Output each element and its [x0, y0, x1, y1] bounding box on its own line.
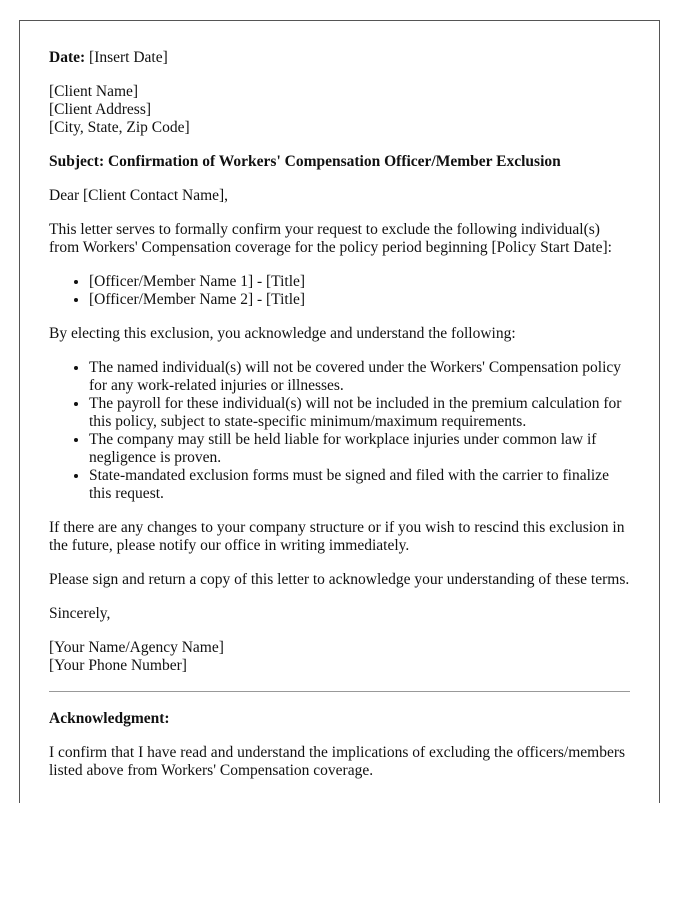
acknowledge-intro: By electing this exclusion, you acknowledge and understand the following: — [49, 325, 516, 342]
client-address: [Client Address] — [49, 101, 152, 118]
officer-list — [49, 273, 630, 309]
signature-block — [49, 639, 630, 675]
changes-paragraph: If there are any changes to your company structure or if you wish to rescind this exclusion in the future, please notify our office in writing immediately. — [49, 519, 625, 554]
date-line — [49, 49, 630, 67]
officer-list-item: • [Officer/Member Name 1] - [Title] — [89, 273, 630, 291]
letter-document — [19, 20, 660, 803]
client-city-state-zip: [City, State, Zip Code] — [49, 119, 190, 136]
client-address-block — [49, 83, 630, 137]
signature-name-agency: [Your Name/Agency Name] — [49, 639, 224, 656]
acknowledge-point: • The named individual(s) will not be covered under the Workers' Compensation policy for any work-related injuries or illnesses. — [89, 359, 630, 395]
intro-paragraph: This letter serves to formally confirm your request to exclude the following individual(s) from Workers' Compensation coverage for the policy period beginning [Policy Start Date]: — [49, 221, 612, 256]
date-value: [Insert Date] — [85, 49, 168, 66]
salutation: Dear [Client Contact Name], — [49, 187, 229, 204]
officer-list-item: • [Officer/Member Name 2] - [Title] — [89, 291, 630, 309]
acknowledge-point: • The company may still be held liable for workplace injuries under common law if negligence is proven. — [89, 431, 630, 467]
subject-line: Subject: Confirmation of Workers' Compensation Officer/Member Exclusion — [49, 153, 561, 170]
acknowledge-points-list — [49, 359, 630, 503]
acknowledge-point: • The payroll for these individual(s) will not be included in the premium calculation for this policy, subject to state-specific minimum/maximum requirements. — [89, 395, 630, 431]
client-name: [Client Name] — [49, 83, 139, 100]
signature-phone: [Your Phone Number] — [49, 657, 187, 674]
acknowledgment-text: I confirm that I have read and understand the implications of excluding the officers/members listed above from Workers' Compensation coverage. — [49, 744, 626, 779]
acknowledge-point: • State-mandated exclusion forms must be signed and filed with the carrier to finalize this request. — [89, 467, 630, 503]
closing: Sincerely, — [49, 605, 111, 622]
return-paragraph: Please sign and return a copy of this letter to acknowledge your understanding of these terms. — [49, 571, 630, 588]
section-divider — [49, 691, 630, 692]
date-label: Date: — [49, 49, 86, 66]
acknowledgment-heading: Acknowledgment: — [49, 710, 170, 727]
